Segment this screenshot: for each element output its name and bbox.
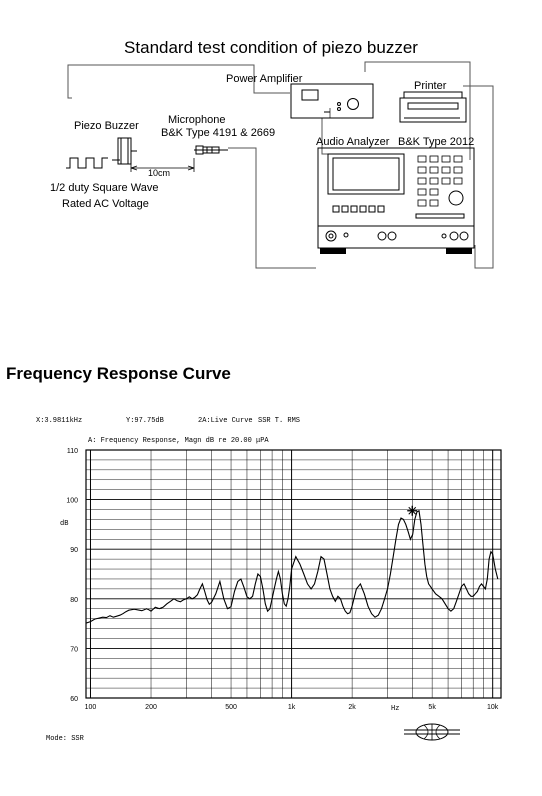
y-tick-label: 80 (70, 596, 78, 604)
y-axis-label: dB (60, 520, 69, 528)
test-setup-diagram (0, 0, 542, 300)
x-tick-label: 2k (348, 704, 356, 711)
audio-analyzer-box (318, 148, 474, 248)
mode-label: Mode: SSR (46, 735, 84, 743)
frequency-response-chart (0, 400, 542, 760)
company-logo (404, 724, 460, 740)
power-amplifier-box (291, 84, 373, 118)
distance-label: 10cm (148, 168, 171, 178)
y-tick-label: 70 (70, 646, 78, 654)
square-wave-label: 1/2 duty Square Wave (50, 182, 159, 194)
microphone-device (194, 146, 228, 154)
x-tick-label: 500 (225, 704, 237, 711)
microphone-label: Microphone (168, 114, 226, 126)
readout-x: X:3.9811kHz (36, 417, 83, 425)
microphone-model-label: B&K Type 4191 & 2669 (161, 127, 276, 139)
readout-y: Y:97.75dB (126, 417, 164, 425)
setup-title: Standard test condition of piezo buzzer (124, 38, 418, 57)
x-tick-label: 1k (287, 704, 296, 711)
y-tick-label: 110 (66, 448, 78, 455)
frequency-response-title: Frequency Response Curve (6, 364, 231, 383)
chart-subtitle: A: Frequency Response, Magn dB re 20.00 μPA (88, 437, 269, 445)
bk-type-label: B&K Type 2012 (398, 136, 475, 148)
readout-rms: SSR T. RMS (258, 417, 301, 425)
printer-label: Printer (414, 80, 447, 92)
x-tick-labels (85, 704, 499, 711)
rated-voltage-label: Rated AC Voltage (62, 198, 149, 210)
plot-frame (86, 450, 501, 698)
y-tick-labels (66, 448, 78, 703)
piezo-buzzer-device (118, 138, 137, 164)
x-tick-label: 200 (145, 704, 157, 711)
y-tick-label: 100 (66, 497, 78, 505)
y-tick-label: 90 (70, 547, 78, 555)
printer-box (400, 92, 466, 122)
piezo-buzzer-label: Piezo Buzzer (74, 120, 139, 132)
x-tick-label: 10k (487, 704, 499, 711)
wire-analyzer-to-printer (463, 86, 493, 268)
hz-label: Hz (391, 705, 400, 713)
wire-mic-to-analyzer (228, 148, 316, 268)
power-amplifier-label: Power Amplifier (226, 73, 303, 85)
x-tick-label: 5k (428, 704, 436, 711)
readout-mode: 2A:Live Curve (198, 417, 253, 425)
chart-grid (86, 450, 501, 698)
y-tick-label: 60 (70, 696, 78, 703)
x-tick-label: 100 (84, 704, 97, 711)
audio-analyzer-label: Audio Analyzer (316, 136, 390, 148)
square-wave-symbol (66, 158, 108, 168)
